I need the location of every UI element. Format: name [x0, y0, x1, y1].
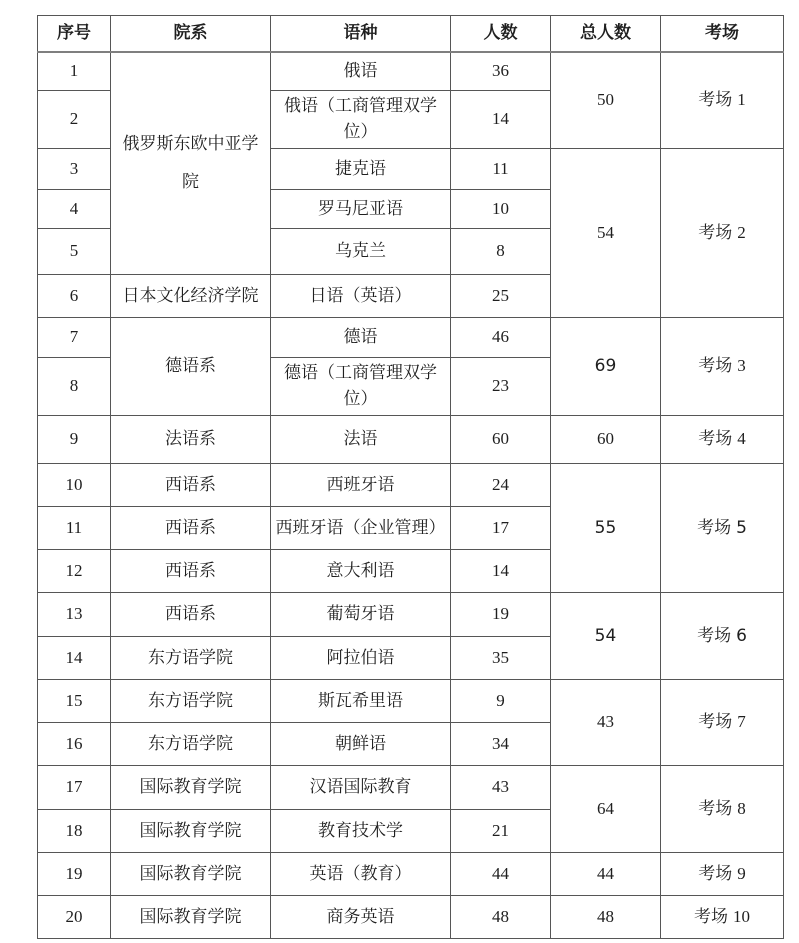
language-cell: 教育技术学 [271, 809, 451, 852]
department-cell: 俄罗斯东欧中亚学院 [111, 52, 271, 275]
count-cell: 10 [451, 189, 551, 228]
total-cell: 55 [551, 463, 661, 593]
serial-cell: 17 [38, 766, 111, 809]
room-label: 考场 [697, 517, 732, 538]
table-row [38, 463, 784, 506]
serial-cell: 11 [38, 506, 111, 549]
room-number: 4 [737, 428, 746, 448]
language-cell: 葡萄牙语 [271, 593, 451, 636]
count-cell: 43 [451, 766, 551, 809]
room-cell [661, 766, 784, 853]
serial-cell: 10 [38, 463, 111, 506]
serial-cell: 5 [38, 228, 111, 274]
serial-cell: 4 [38, 189, 111, 228]
serial-cell: 16 [38, 723, 111, 766]
department-cell: 东方语学院 [111, 636, 271, 679]
room-label: 考场 [698, 89, 733, 109]
language-cell: 罗马尼亚语 [271, 189, 451, 228]
total-cell: 43 [551, 679, 661, 766]
room-label: 考场 [698, 356, 733, 376]
room-number: 3 [737, 356, 746, 376]
count-cell: 34 [451, 723, 551, 766]
table-row [38, 766, 784, 809]
total-cell: 54 [551, 593, 661, 680]
room-number: 6 [736, 625, 747, 646]
count-cell: 24 [451, 463, 551, 506]
header-total: 总人数 [551, 16, 661, 52]
department-cell: 国际教育学院 [111, 809, 271, 852]
department-cell: 西语系 [111, 506, 271, 549]
total-cell: 44 [551, 852, 661, 895]
department-cell: 东方语学院 [111, 679, 271, 722]
table-row [38, 52, 784, 91]
department-cell: 国际教育学院 [111, 766, 271, 809]
language-cell: 朝鲜语 [271, 723, 451, 766]
language-cell: 西班牙语（企业管理） [271, 506, 451, 549]
language-cell: 商务英语 [271, 896, 451, 939]
serial-cell: 8 [38, 357, 111, 415]
serial-cell: 18 [38, 809, 111, 852]
room-cell [661, 415, 784, 463]
room-cell [661, 896, 784, 939]
serial-cell: 13 [38, 593, 111, 636]
room-number: 9 [737, 863, 746, 883]
serial-cell: 15 [38, 679, 111, 722]
count-cell: 11 [451, 148, 551, 189]
header-row [38, 16, 784, 52]
language-cell: 乌克兰 [271, 228, 451, 274]
language-cell: 英语（教育） [271, 852, 451, 895]
serial-cell: 14 [38, 636, 111, 679]
table-row [38, 679, 784, 722]
language-cell: 德语 [271, 317, 451, 357]
count-cell: 25 [451, 274, 551, 317]
count-cell: 23 [451, 357, 551, 415]
serial-cell: 6 [38, 274, 111, 317]
language-cell: 西班牙语 [271, 463, 451, 506]
room-label: 考场 [697, 625, 732, 646]
department-cell: 西语系 [111, 593, 271, 636]
count-cell: 9 [451, 679, 551, 722]
count-cell: 36 [451, 52, 551, 91]
department-cell: 西语系 [111, 550, 271, 593]
table-row [38, 593, 784, 636]
language-cell: 汉语国际教育 [271, 766, 451, 809]
serial-cell: 3 [38, 148, 111, 189]
serial-cell: 2 [38, 91, 111, 149]
department-cell: 东方语学院 [111, 723, 271, 766]
serial-cell: 1 [38, 52, 111, 91]
count-cell: 8 [451, 228, 551, 274]
table-row [38, 415, 784, 463]
language-cell: 俄语（工商管理双学位） [271, 91, 451, 149]
header-count: 人数 [451, 16, 551, 52]
header-language: 语种 [271, 16, 451, 52]
language-cell: 捷克语 [271, 148, 451, 189]
total-cell: 50 [551, 52, 661, 149]
room-cell [661, 148, 784, 317]
serial-cell: 7 [38, 317, 111, 357]
table-row [38, 852, 784, 895]
table-header [38, 16, 784, 52]
room-number: 2 [737, 222, 746, 242]
room-cell [661, 317, 784, 415]
room-number: 5 [736, 517, 747, 538]
room-label: 考场 [698, 863, 733, 883]
count-cell: 48 [451, 896, 551, 939]
total-cell: 64 [551, 766, 661, 853]
header-serial: 序号 [38, 16, 111, 52]
language-cell: 阿拉伯语 [271, 636, 451, 679]
department-cell: 国际教育学院 [111, 852, 271, 895]
room-cell [661, 852, 784, 895]
room-label: 考场 [698, 222, 733, 242]
count-cell: 35 [451, 636, 551, 679]
count-cell: 14 [451, 550, 551, 593]
table-body [38, 52, 784, 939]
count-cell: 44 [451, 852, 551, 895]
total-cell: 60 [551, 415, 661, 463]
room-cell [661, 463, 784, 593]
language-cell: 意大利语 [271, 550, 451, 593]
header-room: 考场 [661, 16, 784, 52]
room-cell [661, 593, 784, 680]
language-cell: 斯瓦希里语 [271, 679, 451, 722]
table-row [38, 896, 784, 939]
serial-cell: 12 [38, 550, 111, 593]
room-label: 考场 [698, 798, 733, 818]
table-row [38, 317, 784, 357]
language-cell: 俄语 [271, 52, 451, 91]
department-cell: 国际教育学院 [111, 896, 271, 939]
room-number: 10 [733, 907, 750, 927]
department-cell: 法语系 [111, 415, 271, 463]
serial-cell: 19 [38, 852, 111, 895]
room-number: 8 [737, 798, 746, 818]
room-number: 7 [737, 712, 746, 732]
room-label: 考场 [698, 428, 733, 448]
count-cell: 46 [451, 317, 551, 357]
department-cell: 日本文化经济学院 [111, 274, 271, 317]
room-label: 考场 [694, 907, 728, 927]
room-number: 1 [737, 89, 746, 109]
count-cell: 14 [451, 91, 551, 149]
total-cell: 48 [551, 896, 661, 939]
department-cell: 德语系 [111, 317, 271, 415]
count-cell: 17 [451, 506, 551, 549]
serial-cell: 20 [38, 896, 111, 939]
language-cell: 法语 [271, 415, 451, 463]
total-cell: 69 [551, 317, 661, 415]
room-label: 考场 [698, 712, 733, 732]
count-cell: 19 [451, 593, 551, 636]
room-cell [661, 679, 784, 766]
language-cell: 德语（工商管理双学位） [271, 357, 451, 415]
room-cell [661, 52, 784, 149]
total-cell: 54 [551, 148, 661, 317]
department-cell: 西语系 [111, 463, 271, 506]
exam-room-table [37, 15, 784, 939]
language-cell: 日语（英语） [271, 274, 451, 317]
header-department: 院系 [111, 16, 271, 52]
count-cell: 21 [451, 809, 551, 852]
count-cell: 60 [451, 415, 551, 463]
serial-cell: 9 [38, 415, 111, 463]
